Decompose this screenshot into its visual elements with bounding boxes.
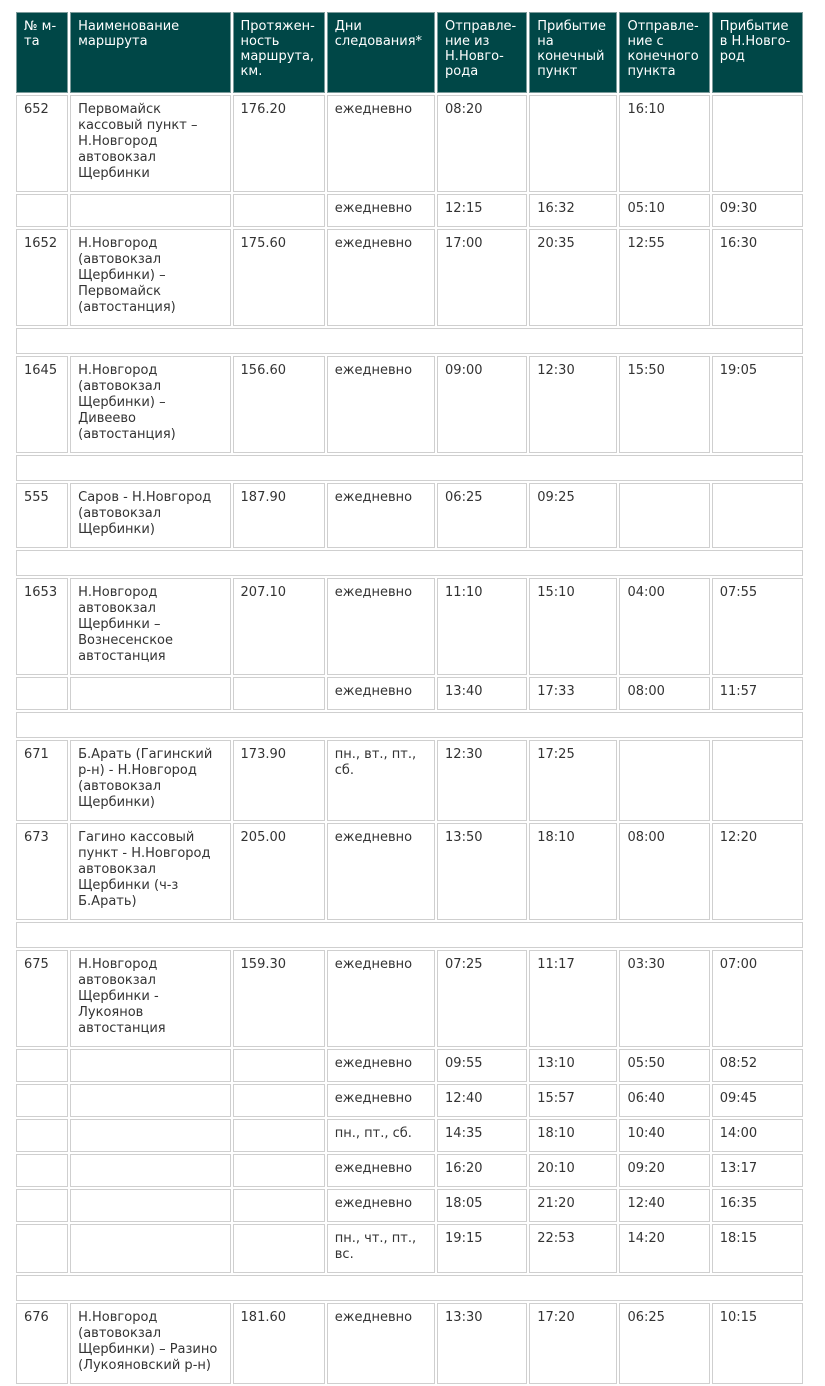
cell-dep-nn: 11:10 [437, 578, 527, 675]
table-row-route [16, 356, 803, 453]
table-row-route [16, 483, 803, 548]
cell-no [16, 1224, 68, 1273]
cell-days: ежедневно [327, 1303, 435, 1384]
cell-name: Н.Новгород (автовокзал Щербинки) – Дивеево (автостанция) [70, 356, 230, 453]
cell-km [233, 1189, 325, 1222]
cell-arr-nn: 08:52 [712, 1049, 803, 1082]
cell-arr-end [529, 95, 617, 192]
cell-dep-nn: 12:30 [437, 740, 527, 821]
cell-km: 187.90 [233, 483, 325, 548]
cell-km [233, 677, 325, 710]
cell-arr-nn: 16:35 [712, 1189, 803, 1222]
cell-no: 675 [16, 950, 68, 1047]
cell-dep-nn: 19:15 [437, 1224, 527, 1273]
table-row-extra-trip [16, 677, 803, 710]
table-row-extra-trip [16, 1049, 803, 1082]
cell-km: 176.20 [233, 95, 325, 192]
cell-dep-nn: 12:15 [437, 194, 527, 227]
spacer-row [16, 922, 803, 948]
cell-dep-end [619, 483, 709, 548]
spacer-cell [16, 550, 803, 576]
spacer-cell [16, 1275, 803, 1301]
cell-no [16, 677, 68, 710]
cell-arr-end: 15:57 [529, 1084, 617, 1117]
cell-arr-end: 17:33 [529, 677, 617, 710]
cell-dep-nn: 12:40 [437, 1084, 527, 1117]
header-route-number: № м-та [16, 12, 68, 93]
spacer-cell [16, 455, 803, 481]
cell-dep-nn: 13:40 [437, 677, 527, 710]
cell-no [16, 194, 68, 227]
cell-dep-end: 08:00 [619, 677, 709, 710]
cell-dep-end: 09:20 [619, 1154, 709, 1187]
header-departure-nn: Отправле-ние из Н.Новго-рода [437, 12, 527, 93]
cell-km: 173.90 [233, 740, 325, 821]
cell-arr-end: 22:53 [529, 1224, 617, 1273]
table-row-extra-trip [16, 1154, 803, 1187]
cell-km [233, 194, 325, 227]
cell-dep-nn: 13:30 [437, 1303, 527, 1384]
cell-no [16, 1189, 68, 1222]
cell-arr-nn: 07:55 [712, 578, 803, 675]
cell-days: ежедневно [327, 1084, 435, 1117]
cell-km: 156.60 [233, 356, 325, 453]
cell-days: пн., вт., пт., сб. [327, 740, 435, 821]
table-row-route [16, 823, 803, 920]
cell-dep-end [619, 740, 709, 821]
cell-dep-end: 06:40 [619, 1084, 709, 1117]
cell-km: 207.10 [233, 578, 325, 675]
cell-dep-nn: 16:20 [437, 1154, 527, 1187]
cell-name [70, 1154, 230, 1187]
cell-name [70, 1224, 230, 1273]
cell-dep-end: 12:55 [619, 229, 709, 326]
cell-days: пн., пт., сб. [327, 1119, 435, 1152]
cell-name: Н.Новгород автовокзал Щербинки - Лукоянов автостанция [70, 950, 230, 1047]
cell-arr-end: 09:25 [529, 483, 617, 548]
cell-name [70, 1189, 230, 1222]
table-row-route [16, 578, 803, 675]
spacer-cell [16, 922, 803, 948]
spacer-row [16, 455, 803, 481]
spacer-row [16, 328, 803, 354]
cell-name: Гагино кассовый пункт - Н.Новгород автовокзал Щербинки (ч-з Б.Арать) [70, 823, 230, 920]
cell-arr-end: 20:10 [529, 1154, 617, 1187]
cell-arr-nn: 10:15 [712, 1303, 803, 1384]
cell-dep-end: 06:25 [619, 1303, 709, 1384]
table-row-route [16, 740, 803, 821]
header-route-name: Наименование маршрута [70, 12, 230, 93]
cell-days: ежедневно [327, 677, 435, 710]
schedule-table [14, 10, 805, 1386]
cell-days: ежедневно [327, 823, 435, 920]
cell-arr-nn: 18:15 [712, 1224, 803, 1273]
cell-dep-end: 10:40 [619, 1119, 709, 1152]
schedule-body [16, 95, 803, 1384]
cell-arr-nn: 14:00 [712, 1119, 803, 1152]
cell-km [233, 1049, 325, 1082]
cell-km [233, 1154, 325, 1187]
table-row-route [16, 1303, 803, 1384]
table-row-route [16, 95, 803, 192]
cell-arr-end: 21:20 [529, 1189, 617, 1222]
cell-no: 555 [16, 483, 68, 548]
cell-days: ежедневно [327, 229, 435, 326]
spacer-cell [16, 328, 803, 354]
cell-arr-end: 12:30 [529, 356, 617, 453]
header-route-length: Протяжен-ность маршрута, км. [233, 12, 325, 93]
cell-no [16, 1154, 68, 1187]
cell-arr-nn: 19:05 [712, 356, 803, 453]
cell-arr-end: 11:17 [529, 950, 617, 1047]
cell-name [70, 677, 230, 710]
cell-arr-nn: 07:00 [712, 950, 803, 1047]
header-departure-end: Отправле-ние с конечного пункта [619, 12, 709, 93]
cell-dep-end: 05:50 [619, 1049, 709, 1082]
cell-no: 676 [16, 1303, 68, 1384]
spacer-row [16, 550, 803, 576]
cell-arr-nn [712, 740, 803, 821]
cell-name [70, 194, 230, 227]
cell-name: Н.Новгород (автовокзал Щербинки) – Первомайск (автостанция) [70, 229, 230, 326]
cell-arr-nn: 12:20 [712, 823, 803, 920]
spacer-row [16, 1275, 803, 1301]
spacer-row [16, 712, 803, 738]
cell-name [70, 1119, 230, 1152]
header-row [16, 12, 803, 93]
cell-name: Б.Арать (Гагинский р-н) - Н.Новгород (автовокзал Щербинки) [70, 740, 230, 821]
cell-no [16, 1084, 68, 1117]
cell-km: 175.60 [233, 229, 325, 326]
cell-arr-end: 18:10 [529, 1119, 617, 1152]
cell-days: ежедневно [327, 1189, 435, 1222]
cell-km [233, 1224, 325, 1273]
cell-arr-nn: 11:57 [712, 677, 803, 710]
cell-dep-end: 03:30 [619, 950, 709, 1047]
cell-dep-nn: 18:05 [437, 1189, 527, 1222]
cell-arr-end: 13:10 [529, 1049, 617, 1082]
cell-no: 671 [16, 740, 68, 821]
header-days: Дни следования* [327, 12, 435, 93]
cell-no: 1653 [16, 578, 68, 675]
cell-arr-nn: 09:45 [712, 1084, 803, 1117]
cell-no: 1652 [16, 229, 68, 326]
cell-arr-nn [712, 95, 803, 192]
cell-dep-nn: 17:00 [437, 229, 527, 326]
cell-km: 181.60 [233, 1303, 325, 1384]
table-row-extra-trip [16, 1084, 803, 1117]
cell-km: 159.30 [233, 950, 325, 1047]
table-row-route [16, 229, 803, 326]
cell-dep-end: 08:00 [619, 823, 709, 920]
cell-days: ежедневно [327, 1049, 435, 1082]
cell-arr-nn: 16:30 [712, 229, 803, 326]
table-row-extra-trip [16, 1119, 803, 1152]
cell-arr-end: 17:25 [529, 740, 617, 821]
cell-arr-end: 15:10 [529, 578, 617, 675]
cell-no: 1645 [16, 356, 68, 453]
cell-name: Первомайск кассовый пункт – Н.Новгород автовокзал Щербинки [70, 95, 230, 192]
cell-arr-nn: 09:30 [712, 194, 803, 227]
cell-name: Саров - Н.Новгород (автовокзал Щербинки) [70, 483, 230, 548]
cell-no: 652 [16, 95, 68, 192]
cell-dep-end: 16:10 [619, 95, 709, 192]
cell-name: Н.Новгород (автовокзал Щербинки) – Разино (Лукояновский р-н) [70, 1303, 230, 1384]
header-arrival-nn: Прибытие в Н.Новго-род [712, 12, 803, 93]
cell-dep-nn: 06:25 [437, 483, 527, 548]
cell-days: ежедневно [327, 194, 435, 227]
cell-dep-end: 12:40 [619, 1189, 709, 1222]
cell-km [233, 1119, 325, 1152]
table-row-extra-trip [16, 194, 803, 227]
cell-days: ежедневно [327, 1154, 435, 1187]
table-row-route [16, 950, 803, 1047]
cell-dep-nn: 09:55 [437, 1049, 527, 1082]
cell-days: ежедневно [327, 95, 435, 192]
cell-dep-end: 14:20 [619, 1224, 709, 1273]
cell-days: ежедневно [327, 483, 435, 548]
cell-name [70, 1084, 230, 1117]
cell-name: Н.Новгород автовокзал Щербинки – Вознесенское автостанция [70, 578, 230, 675]
spacer-cell [16, 712, 803, 738]
cell-name [70, 1049, 230, 1082]
cell-dep-nn: 09:00 [437, 356, 527, 453]
cell-no: 673 [16, 823, 68, 920]
cell-dep-nn: 13:50 [437, 823, 527, 920]
cell-no [16, 1119, 68, 1152]
cell-dep-end: 05:10 [619, 194, 709, 227]
cell-arr-end: 20:35 [529, 229, 617, 326]
header-arrival-end: Прибытие на конечный пункт [529, 12, 617, 93]
cell-km: 205.00 [233, 823, 325, 920]
cell-no [16, 1049, 68, 1082]
cell-dep-end: 15:50 [619, 356, 709, 453]
cell-days: ежедневно [327, 578, 435, 675]
cell-days: ежедневно [327, 356, 435, 453]
cell-arr-nn: 13:17 [712, 1154, 803, 1187]
cell-dep-nn: 07:25 [437, 950, 527, 1047]
cell-arr-end: 18:10 [529, 823, 617, 920]
cell-dep-nn: 14:35 [437, 1119, 527, 1152]
cell-km [233, 1084, 325, 1117]
cell-dep-nn: 08:20 [437, 95, 527, 192]
cell-days: ежедневно [327, 950, 435, 1047]
table-row-extra-trip [16, 1224, 803, 1273]
cell-arr-end: 16:32 [529, 194, 617, 227]
table-row-extra-trip [16, 1189, 803, 1222]
cell-arr-end: 17:20 [529, 1303, 617, 1384]
cell-days: пн., чт., пт., вс. [327, 1224, 435, 1273]
cell-arr-nn [712, 483, 803, 548]
cell-dep-end: 04:00 [619, 578, 709, 675]
